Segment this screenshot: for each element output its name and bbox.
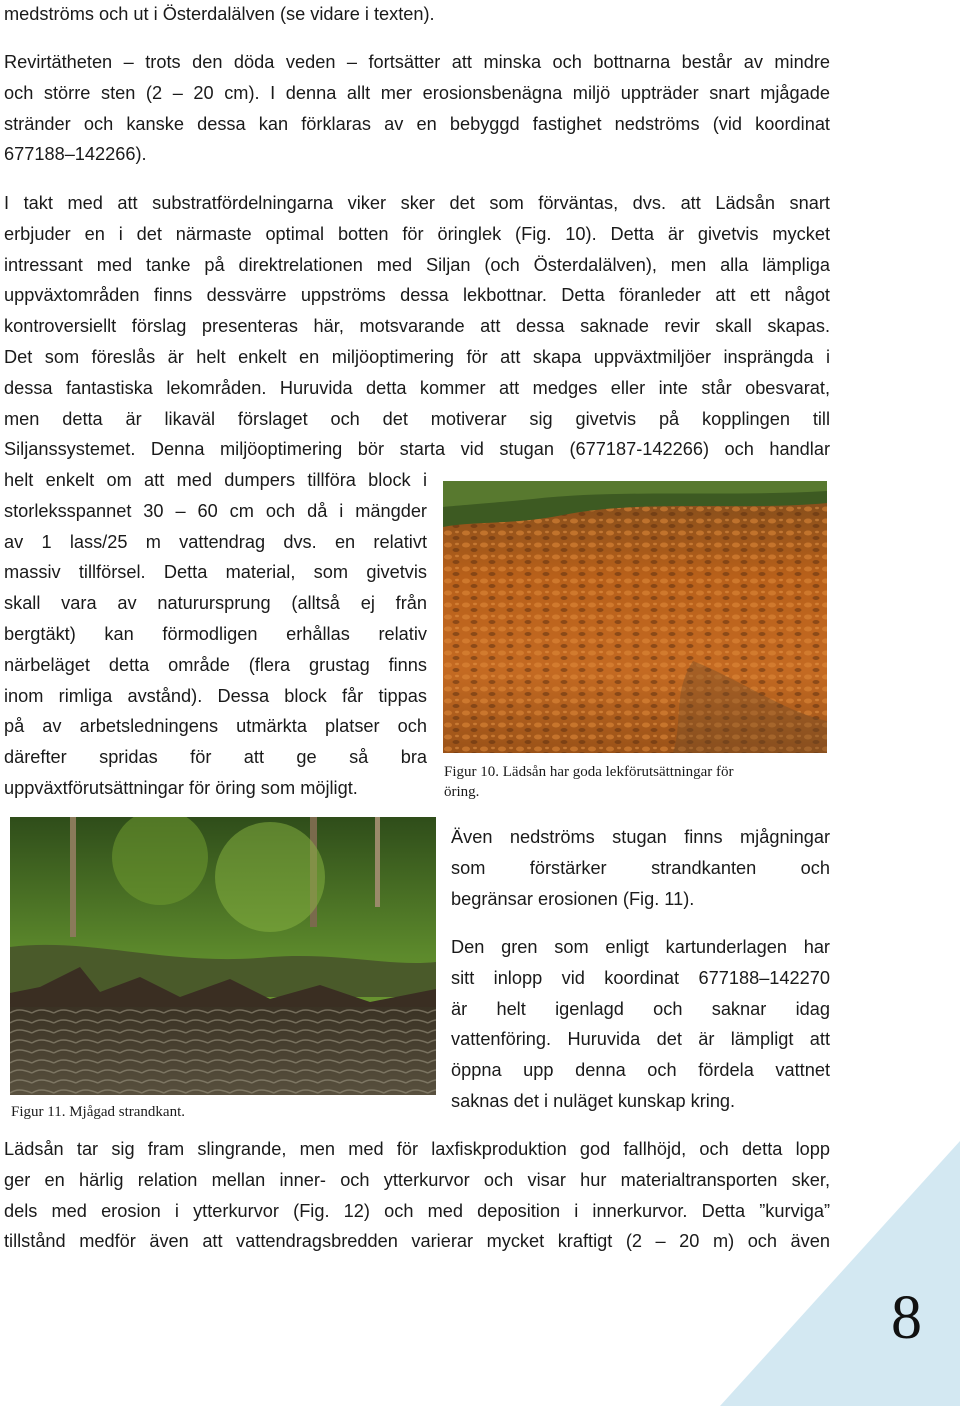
text-line: som förstärker strandkanten och: [451, 857, 830, 878]
paragraph-intro: [4, 0, 830, 30]
text-line: av 1 lass/25 m vattendrag dvs. en relativt: [4, 531, 427, 552]
text-line: Även nedströms stugan finns mjågningar: [451, 827, 830, 847]
text-line: I takt med att substratfördelningarna viker sker det som förväntas, dvs. att Lädsån snart: [4, 193, 830, 213]
paragraph-substrat: [4, 188, 830, 465]
text-line: Den gren som enligt kartunderlagen har: [451, 937, 830, 957]
text-line: på av arbetsledningens utmärkta platser och: [4, 716, 427, 737]
text-line: uppväxtområden finns dessvärre uppströms dessa lekbottnar. Detta föranleder att ett något: [4, 285, 830, 306]
text-line: vattenföring. Huruvida det är lämpligt att: [451, 1029, 830, 1050]
text-line: stränder och kanske dessa kan förklaras av en bebyggd fastighet nedströms (vid koordinat: [4, 113, 830, 134]
text-line: kontroversiellt förslag presenteras här, motsvarande att dessa saknade revir skall skapas.: [4, 316, 830, 337]
text-line: begränsar erosionen (Fig. 11).: [451, 888, 695, 909]
text-line: därefter spridas för att ge så bra: [4, 747, 427, 768]
figure-11-caption: [11, 1102, 311, 1122]
text-line: bergtäkt) kan förmodligen erhållas relativ: [4, 623, 427, 644]
text-line: Lädsån tar sig fram slingrande, men med för laxfiskproduktion god fallhöjd, och detta lopp: [4, 1139, 830, 1159]
paragraph-gren: [451, 932, 830, 1117]
text-line: är helt igenlagd och saknar idag: [451, 998, 830, 1019]
text-line: sitt inlopp vid koordinat 677188–142270: [451, 967, 830, 988]
text-line: uppväxtförutsättningar för öring som möjligt.: [4, 777, 358, 798]
text-line: intressant med tanke på direktrelationen med Siljan (och Österdalälven), men alla lämpliga: [4, 254, 830, 275]
page-number: 8: [891, 1284, 922, 1352]
page-corner-decoration: [720, 1141, 960, 1406]
caption-line: öring.: [444, 784, 480, 800]
paragraph-slingrande: [4, 1134, 830, 1257]
text-line: erbjuder en i det närmaste optimal botten för öringlek (Fig. 10). Detta är givetvis mycket: [4, 223, 830, 244]
figure-11-photo: [10, 817, 436, 1095]
caption-line: Figur 11. Mjågad strandkant.: [11, 1104, 186, 1120]
text-line: 677188–142266).: [4, 144, 147, 165]
paragraph-mjagningar: [451, 822, 830, 914]
paragraph-block-tillforsel: [4, 465, 427, 804]
text-line: skall vara av naturursprung (alltså ej från: [4, 593, 427, 614]
text-line: men detta är likaväl förslaget och det motiverar sig givetvis på kopplingen till: [4, 408, 830, 429]
text-line: storleksspannet 30 – 60 cm och då i mängder: [4, 500, 427, 521]
text-line: närbeläget detta område (flera grustag finns: [4, 654, 427, 675]
caption-line: Figur 10. Lädsån har goda lekförutsättningar för: [444, 764, 734, 780]
figure-10-photo: [443, 481, 827, 753]
text-line: och större sten (2 – 20 cm). I denna allt mer erosionsbenägna miljö uppträder snart mjågade: [4, 82, 830, 103]
text-line: Det som föreslås är helt enkelt en miljöoptimering för att skapa uppväxtmiljöer insprängda i: [4, 346, 830, 367]
stream-bed-image: [443, 481, 827, 753]
text-line: ger en härlig relation mellan inner- och ytterkurvor och visar hur materialtransporten sker,: [4, 1169, 830, 1190]
river-bank-image: [10, 817, 436, 1095]
text-line: dessa fantastiska lekområden. Huruvida detta kommer att medges eller inte står obesvarat,: [4, 377, 830, 398]
text-line: massiv tillförsel. Detta material, som givetvis: [4, 562, 427, 583]
text-line: dels med erosion i ytterkurvor (Fig. 12) och med deposition i innerkurvor. Detta ”kurviga”: [4, 1200, 830, 1221]
figure-10-caption: [444, 762, 834, 802]
text-line: Siljanssystemet. Denna miljöoptimering bör starta vid stugan (677187-142266) och handlar: [4, 439, 830, 460]
text-line: tillstånd medför även att vattendragsbredden varierar mycket kraftigt (2 – 20 m) och även: [4, 1231, 830, 1252]
text-line: medströms och ut i Österdalälven (se vidare i texten).: [4, 4, 435, 24]
text-line: helt enkelt om att med dumpers tillföra block i: [4, 470, 427, 490]
text-line: Revirtätheten – trots den döda veden – fortsätter att minska och bottnarna består av mindre: [4, 52, 830, 72]
text-line: saknas det i nuläget kunskap kring.: [451, 1090, 736, 1111]
text-line: öppna upp denna och fördela vattnet: [451, 1060, 830, 1081]
text-line: inom rimliga avstånd). Dessa block får tippas: [4, 685, 427, 706]
paragraph-revirtatheten: [4, 47, 830, 170]
